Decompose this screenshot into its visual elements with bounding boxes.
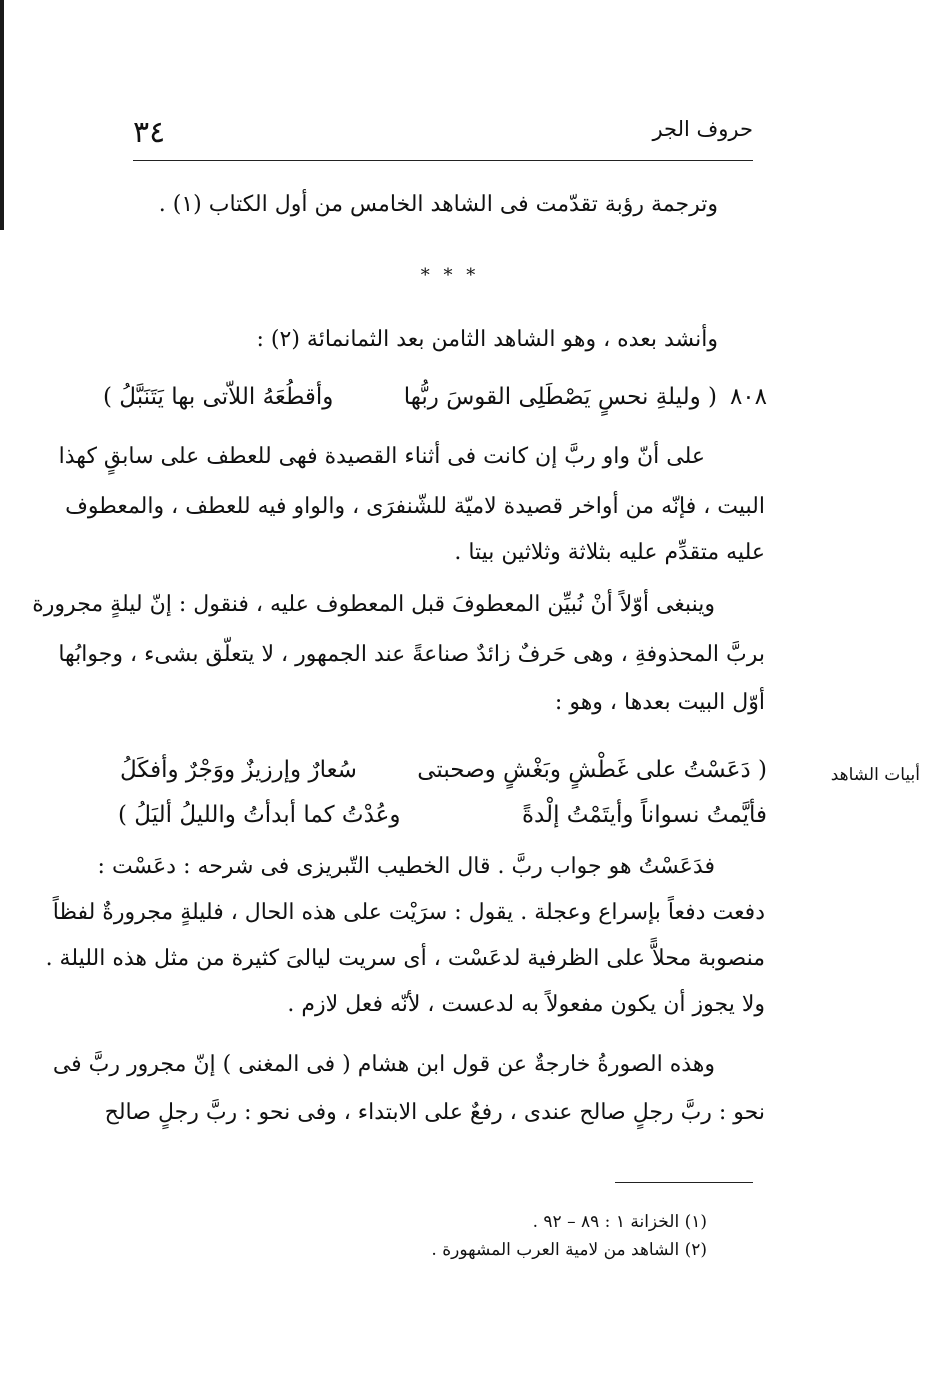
paragraph2-line2: بربَّ المحذوفةِ ، وهى حَرفٌ زائدٌ صناعةً عند الجمهور ، لا يتعلّق بشىء ، وجوابُها [58, 642, 765, 667]
paragraph3-line4: ولا يجوز أن يكون مفعولاً به لدعست ، لأنّه فعل لازم . [287, 992, 765, 1017]
page-header [133, 115, 753, 155]
section-separator: * * * [420, 265, 480, 286]
paragraph2-line3: أوّل البيت بعدها ، وهو : [554, 690, 765, 715]
paragraph1-line2: البيت ، فإنّه من أواخر قصيدة لاميّة للشّنفرَى ، والواو فيه للعطف ، والمعطوف [65, 494, 765, 519]
verse2-second-half: وعُدْتُ كما أبدأتُ والليلُ أليَلُ ) [118, 802, 401, 828]
page-number: ٣٤ [133, 115, 166, 150]
paragraph3-line2: دفعت دفعاً بإسراع وعجلة . يقول : سرَيْت على هذه الحال ، فليلةٍ مجرورةٌ لفظاً [52, 900, 765, 925]
paragraph3-line1: فدَعَسْتُ هو جواب ربَّ . قال الخطيب التّبريزى فى شرحه : دعَسْت : [97, 854, 715, 879]
opening-line: وأنشد بعده ، وهو الشاهد الثامن بعد الثمانمائة (٢) : [256, 327, 718, 352]
running-title: حروف الجر [652, 117, 753, 141]
verse-808-second-half: وأقطُعَهُ اللاّتى بها يَتَنَبَّلُ ) [103, 384, 334, 410]
footnote-2: (٢) الشاهد من لامية العرب المشهورة . [431, 1240, 707, 1260]
paragraph1-line3: عليه متقدِّم عليه بثلاثة وثلاثين بيتا . [454, 540, 765, 565]
verse-808-first-half: ( وليلةِ نحسٍ يَصْطَلِى القوسَ ربُّها [403, 384, 717, 410]
page-edge-shadow [0, 0, 4, 230]
verse2-first-half: فأيَّمتُ نسواناً وأيتَمْتُ إلْدةً [521, 802, 767, 828]
verse-808-number: ٨٠٨ [729, 384, 767, 410]
paragraph1-line1: على أنّ واو ربَّ إن كانت فى أثناء القصيدة فهى للعطف على سابقٍ كهذا [58, 444, 705, 469]
header-rule [133, 160, 753, 161]
paragraph2-line1: وينبغى أوّلاً أنْ نُبيِّن المعطوفَ قبل المعطوف عليه ، فنقول : إنّ ليلةٍ مجرورة [32, 592, 715, 617]
verse1-first-half: ( دَعَسْتُ على غَطْشٍ وبَغْشٍ وصحبتى [417, 757, 767, 783]
side-note: أبيات الشاهد [830, 765, 920, 785]
paragraph4-line1: وهذه الصورةُ خارجةٌ عن قول ابن هشام ( فى المغنى ) إنّ مجرور ربَّ فى [52, 1052, 715, 1077]
footnote-rule [615, 1182, 753, 1183]
paragraph4-line2: نحو : ربَّ رجلٍ صالح عندى ، رفعٌ على الابتداء ، وفى نحو : ربَّ رجلٍ صالح [104, 1100, 765, 1125]
intro-line: وترجمة رؤبة تقدّمت فى الشاهد الخامس من أول الكتاب (١) . [158, 192, 718, 217]
paragraph3-line3: منصوبة محلاًّ على الظرفية لدعَسْت ، أى سريت ليالىَ كثيرة من مثل هذه الليلة . [45, 946, 765, 971]
footnote-1: (١) الخزانة ١ : ٨٩ – ٩٢ . [532, 1212, 707, 1232]
verse1-second-half: سُعارٌ وإرزيزٌ ووَجْرٌ وأفكَلُ [120, 757, 357, 783]
